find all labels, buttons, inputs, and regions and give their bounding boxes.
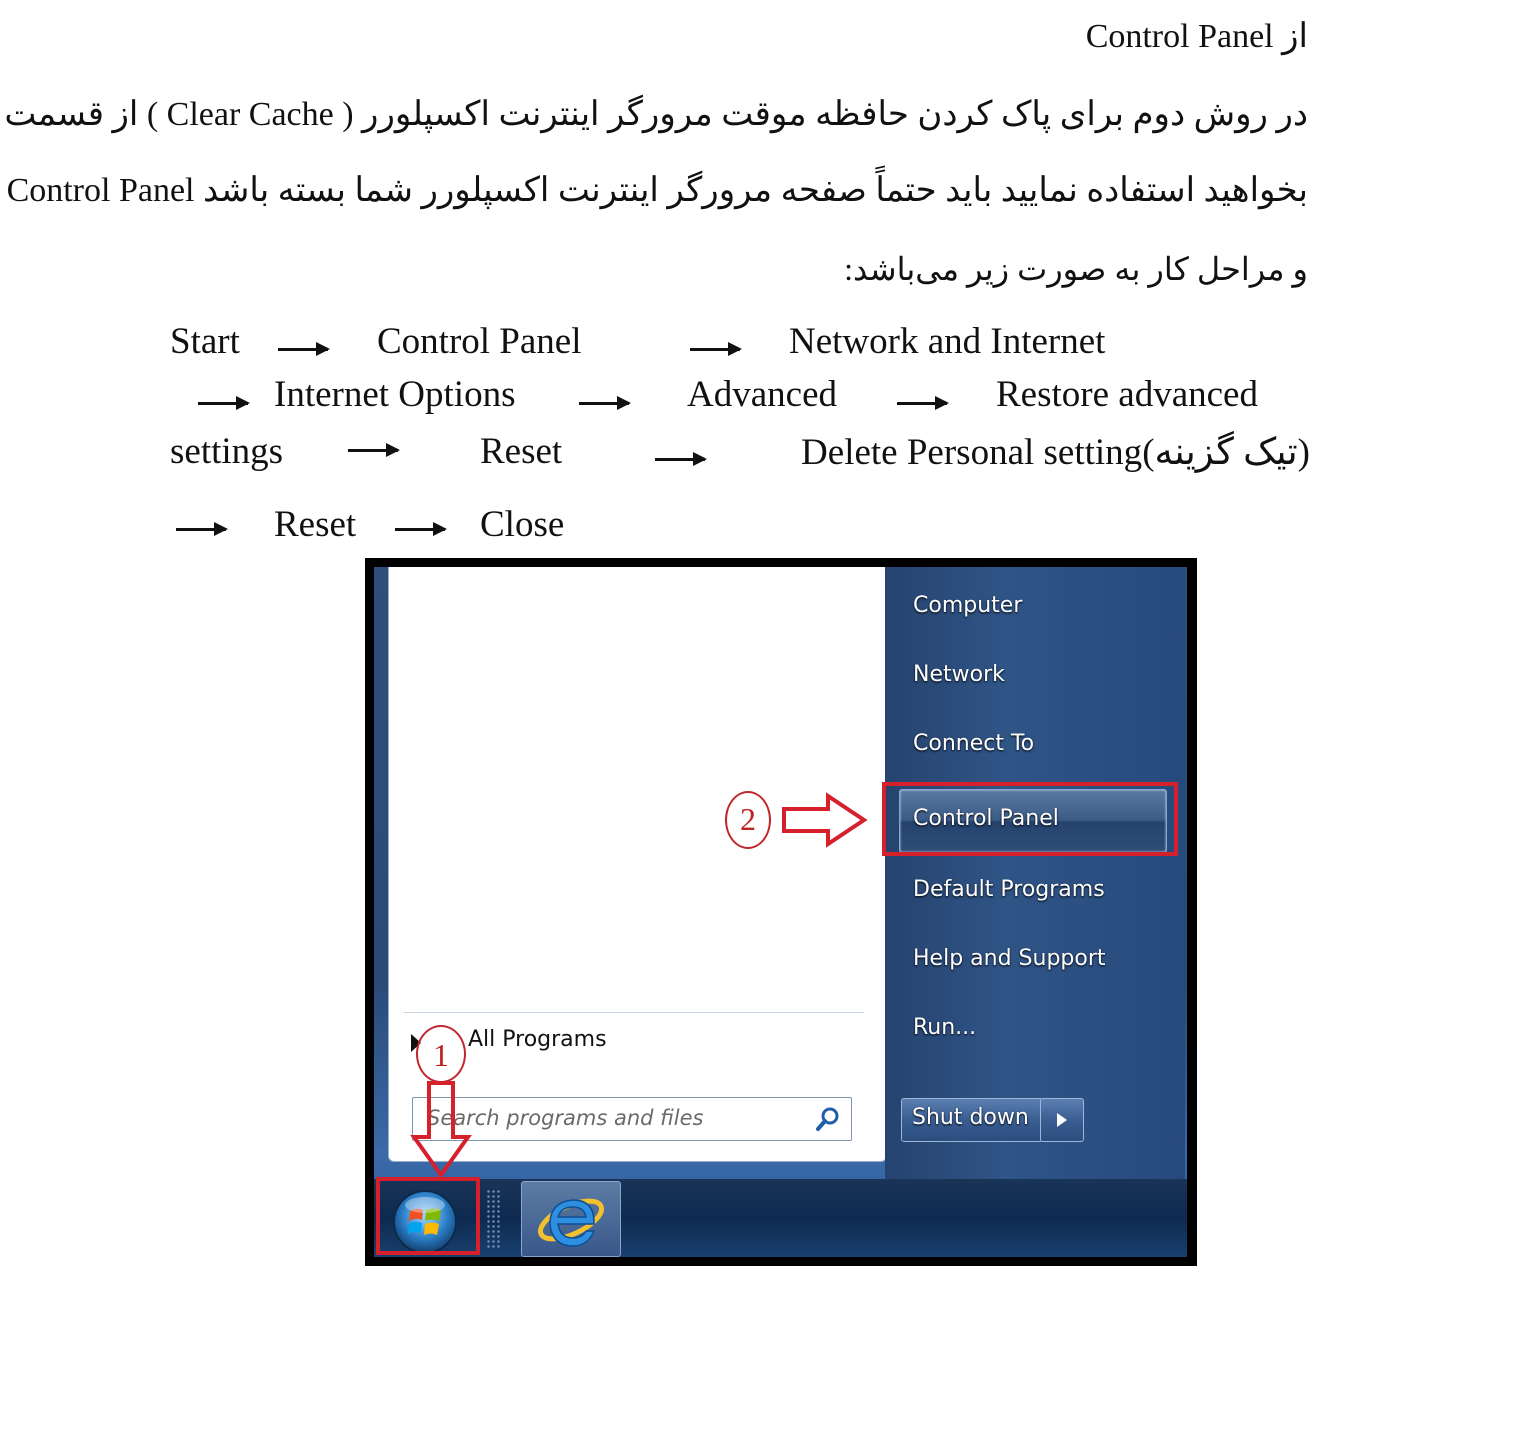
shutdown-label: Shut down (912, 1105, 1029, 1130)
start-menu-right-pane (885, 567, 1185, 1187)
step-reset-2: Reset (274, 504, 357, 545)
arrow-right-icon (897, 402, 947, 405)
callout-number-1: 1 (433, 1037, 449, 1073)
arrow-right-icon (198, 402, 248, 405)
paragraph-line-4: و مراحل کار به صورت زیر می‌باشد: (844, 251, 1308, 287)
search-input[interactable] (412, 1097, 852, 1141)
callout-number-2: 2 (740, 801, 756, 837)
paragraph-line-2: در روش دوم برای پاک کردن حافظه موقت مرورگر اینترنت اکسپلورر ( Clear Cache ) از قسمت (4, 96, 1308, 133)
arrow-down-icon (410, 1079, 472, 1179)
step-restore-advanced: Restore advanced (996, 374, 1258, 415)
shutdown-options-button[interactable] (1040, 1098, 1084, 1142)
arrow-right-icon (278, 348, 328, 351)
step-start: Start (170, 321, 240, 362)
arrow-right-icon (348, 449, 398, 452)
paragraph-line-1: از Control Panel (1085, 18, 1308, 55)
shutdown-button[interactable] (901, 1098, 1043, 1142)
search-icon[interactable] (815, 1106, 841, 1132)
menu-item-computer[interactable]: Computer (913, 593, 1023, 618)
control-panel-highlight (882, 782, 1178, 856)
step-advanced: Advanced (687, 374, 837, 415)
arrow-right-icon (780, 792, 868, 848)
separator (404, 1012, 864, 1013)
internet-explorer-taskbar-button[interactable] (521, 1181, 621, 1257)
taskbar-grip (486, 1189, 500, 1249)
menu-item-connect-to[interactable]: Connect To (913, 731, 1035, 756)
arrow-right-icon (395, 528, 445, 531)
internet-explorer-icon (536, 1186, 606, 1252)
search-placeholder: Search programs and files (427, 1106, 704, 1130)
shutdown-arrow-icon (1056, 1112, 1068, 1128)
arrow-right-icon (579, 402, 629, 405)
step-close: Close (480, 504, 565, 545)
menu-item-network[interactable]: Network (913, 662, 1005, 687)
step-control-panel: Control Panel (377, 321, 582, 362)
taskbar (374, 1179, 1187, 1257)
start-button-highlight (376, 1177, 480, 1255)
menu-item-help-support[interactable]: Help and Support (913, 946, 1106, 971)
menu-item-default-programs[interactable]: Default Programs (913, 877, 1105, 902)
step-network-internet: Network and Internet (789, 321, 1106, 362)
arrow-right-icon (690, 348, 740, 351)
start-menu-screenshot (365, 558, 1197, 1266)
menu-item-run[interactable]: Run... (913, 1015, 977, 1040)
all-programs-link[interactable]: All Programs (468, 1027, 607, 1052)
arrow-right-icon (176, 528, 226, 531)
paragraph-line-3: Control Panel بخواهید استفاده نمایید باید حتماً صفحه مرورگر اینترنت اکسپلورر شما بسته باشد (6, 172, 1308, 209)
arrow-right-icon (655, 458, 705, 461)
start-menu (374, 567, 1187, 1257)
step-reset-1: Reset (480, 431, 563, 472)
step-delete-personal: (تیک گزینه)Delete Personal setting (801, 432, 1310, 473)
menu-item-control-panel-label: Control Panel (913, 806, 1059, 831)
step-settings: settings (170, 431, 284, 472)
step-internet-options: Internet Options (274, 374, 516, 415)
